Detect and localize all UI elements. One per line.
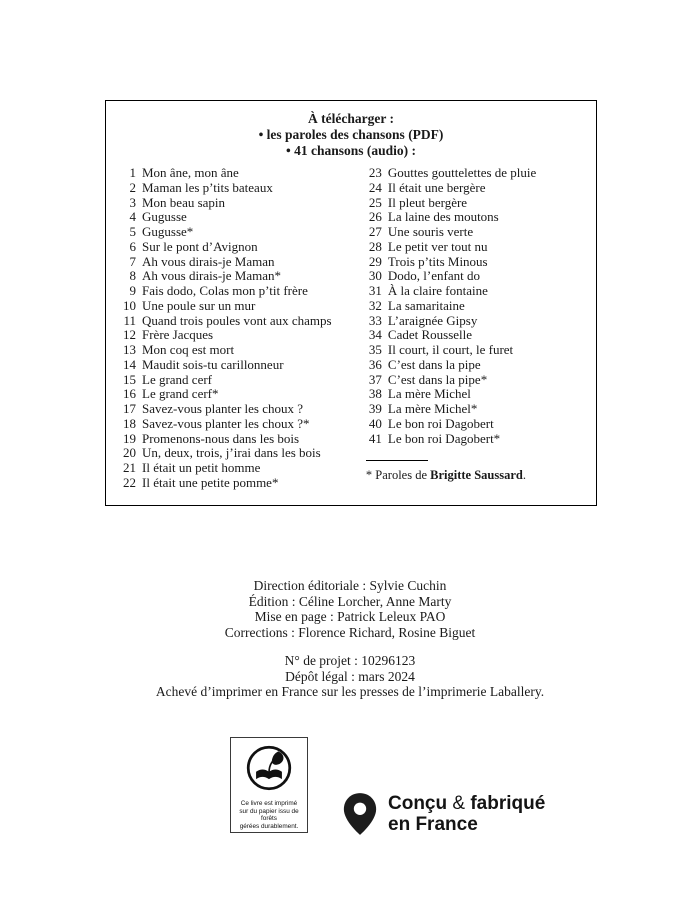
song-title: Il était un petit homme [142, 460, 261, 475]
song-columns [114, 166, 588, 491]
eco-caption-line: sur du papier issu de forêts [239, 807, 299, 823]
song-title: Le grand cerf [142, 371, 213, 387]
song-number: 18 [123, 415, 136, 431]
imprint-block [0, 653, 700, 700]
song-item [118, 255, 364, 270]
song-number: 11 [123, 312, 136, 328]
song-list-right [364, 166, 588, 446]
song-item [118, 446, 364, 461]
song-number: 27 [368, 224, 382, 239]
mif-word2: fabriqué [470, 793, 546, 814]
song-number: 22 [123, 474, 136, 490]
song-list-right-wrap [364, 166, 588, 491]
song-title: Ah vous dirais-je Maman* [142, 268, 282, 284]
download-bullet-audio: • 41 chansons (audio) : [285, 143, 416, 158]
credit-line: Édition : Céline Lorcher, Anne Marty [248, 593, 452, 609]
song-title: Mon coq est mort [142, 342, 235, 357]
song-title: Savez-vous planter les choux ?* [142, 415, 310, 431]
song-item [364, 255, 588, 270]
song-item [118, 196, 364, 211]
eco-caption-line: Ce livre est imprimé [240, 800, 298, 807]
footnote-suffix: . [522, 468, 526, 483]
song-item [364, 387, 588, 402]
song-item [364, 269, 588, 284]
song-number: 35 [368, 342, 382, 357]
footnote-divider [366, 460, 428, 461]
song-title: Gugusse* [142, 224, 194, 239]
song-title: Dodo, l’enfant do [387, 268, 480, 284]
song-number: 8 [129, 268, 136, 284]
song-number: 14 [123, 356, 136, 372]
song-item [364, 299, 588, 314]
song-title: Le bon roi Dagobert [387, 415, 494, 431]
song-item [364, 166, 588, 181]
song-item [364, 284, 588, 299]
download-bullet-lyrics: • les paroles des chansons (PDF) [258, 127, 444, 142]
song-item [364, 196, 588, 211]
eco-caption-line: gérées durablement. [239, 822, 299, 830]
song-number: 26 [368, 209, 382, 225]
song-title: Une poule sur un mur [142, 297, 256, 313]
song-number: 23 [368, 165, 382, 180]
song-number: 17 [123, 401, 136, 416]
song-title: Le bon roi Dagobert* [387, 430, 501, 446]
editorial-credits [0, 578, 700, 640]
song-title: C’est dans la pipe* [387, 371, 488, 387]
song-title: C’est dans la pipe [387, 356, 481, 372]
mif-word1: Conçu [388, 793, 448, 814]
song-item [118, 343, 364, 358]
song-item [364, 328, 588, 343]
book-leaf-icon [245, 779, 293, 796]
song-item [118, 314, 364, 329]
song-title: Il court, il court, le furet [387, 342, 514, 357]
song-item [364, 432, 588, 447]
song-title: Sur le pont d’Avignon [142, 238, 258, 254]
song-number: 16 [123, 386, 136, 402]
song-number: 28 [368, 238, 382, 254]
song-item [118, 269, 364, 284]
download-title: À télécharger : [308, 111, 394, 126]
song-number: 37 [368, 371, 382, 387]
song-number: 5 [129, 224, 136, 239]
song-number: 12 [123, 327, 136, 343]
song-title: La mère Michel [387, 386, 471, 402]
song-number: 25 [368, 194, 382, 210]
song-item [118, 358, 364, 373]
song-item [364, 417, 588, 432]
song-number: 21 [123, 460, 136, 475]
song-title: Il était une petite pomme* [142, 474, 279, 490]
song-title: Cadet Rousselle [387, 327, 473, 343]
song-number: 2 [129, 179, 136, 195]
made-in-france-logo [341, 791, 545, 837]
song-number: 36 [368, 356, 382, 372]
song-item [364, 343, 588, 358]
song-title: Il était une bergère [387, 179, 486, 195]
song-item [364, 181, 588, 196]
song-title: Le grand cerf* [142, 386, 219, 402]
song-number: 31 [368, 283, 382, 298]
song-title: Quand trois poules vont aux champs [142, 312, 332, 328]
song-title: Ah vous dirais-je Maman [142, 253, 275, 269]
song-title: Gugusse [142, 209, 187, 225]
song-number: 38 [368, 386, 382, 402]
song-number: 1 [129, 165, 136, 180]
song-item [364, 373, 588, 388]
song-title: Trois p’tits Minous [387, 253, 488, 269]
download-box-header [114, 111, 588, 159]
song-title: Mon beau sapin [142, 194, 226, 210]
song-number: 10 [123, 297, 136, 313]
song-item [118, 299, 364, 314]
song-title: La mère Michel* [387, 401, 478, 416]
song-title: À la claire fontaine [387, 283, 488, 298]
song-title: Un, deux, trois, j’irai dans les bois [142, 445, 321, 461]
footnote-author: Brigitte Saussard [430, 468, 523, 483]
song-title: Promenons-nous dans les bois [142, 430, 300, 446]
song-number: 3 [129, 194, 136, 210]
song-item [364, 358, 588, 373]
project-number: N° de projet : 10296123 [284, 653, 416, 668]
legal-deposit: Dépôt légal : mars 2024 [285, 668, 415, 684]
song-number: 41 [368, 430, 382, 446]
download-box [105, 100, 597, 506]
map-pin-icon [341, 791, 379, 837]
song-title: Mon âne, mon âne [142, 165, 239, 180]
song-title: Maman les p’tits bateaux [142, 179, 273, 195]
song-item [118, 373, 364, 388]
song-number: 4 [129, 209, 136, 225]
song-number: 6 [129, 238, 136, 254]
song-number: 20 [123, 445, 136, 461]
song-number: 19 [123, 430, 136, 446]
song-item [118, 461, 364, 476]
song-list-left [114, 166, 364, 491]
song-number: 9 [129, 283, 136, 298]
song-item [364, 314, 588, 329]
song-title: Fais dodo, Colas mon p’tit frère [142, 283, 308, 298]
song-title: Savez-vous planter les choux ? [142, 401, 304, 416]
song-item [118, 328, 364, 343]
song-item [364, 210, 588, 225]
song-title: Frère Jacques [142, 327, 214, 343]
song-item [118, 387, 364, 402]
song-item [118, 240, 364, 255]
song-number: 33 [368, 312, 382, 328]
song-item [118, 210, 364, 225]
footnote-prefix: * Paroles de [365, 468, 431, 483]
made-in-france-line1 [388, 793, 545, 814]
song-number: 13 [123, 342, 136, 357]
song-item [118, 181, 364, 196]
credit-line: Corrections : Florence Richard, Rosine Biguet [224, 624, 476, 640]
song-number: 32 [368, 297, 382, 313]
song-item [364, 225, 588, 240]
song-number: 7 [129, 253, 136, 269]
song-title: L’araignée Gipsy [387, 312, 478, 328]
song-item [118, 166, 364, 181]
song-title: Une souris verte [387, 224, 474, 239]
credit-line: Direction éditoriale : Sylvie Cuchin [253, 578, 447, 593]
song-number: 15 [123, 371, 136, 387]
song-item [118, 225, 364, 240]
song-title: La laine des moutons [387, 209, 499, 225]
mif-ampersand: & [452, 793, 466, 814]
song-item [364, 240, 588, 255]
made-in-france-text [388, 793, 545, 835]
song-item [118, 432, 364, 447]
printer-line: Achevé d’imprimer en France sur les presses de l’imprimerie Laballery. [155, 684, 545, 700]
song-item [118, 284, 364, 299]
eco-caption [231, 800, 307, 830]
song-item [118, 402, 364, 417]
song-title: Maudit sois-tu carillonneur [142, 356, 284, 372]
made-in-france-line2: en France [388, 814, 478, 835]
song-title: Gouttes gouttelettes de pluie [387, 165, 537, 180]
credit-line: Mise en page : Patrick Leleux PAO [254, 609, 446, 625]
song-number: 40 [368, 415, 382, 431]
song-item [118, 417, 364, 432]
footnote [364, 468, 588, 483]
eco-paper-label [230, 737, 308, 833]
song-title: Il pleut bergère [387, 194, 468, 210]
song-number: 29 [368, 253, 382, 269]
song-item [364, 402, 588, 417]
song-number: 30 [368, 268, 382, 284]
song-item [118, 476, 364, 491]
song-number: 39 [368, 401, 382, 416]
song-title: Le petit ver tout nu [387, 238, 488, 254]
song-number: 34 [368, 327, 382, 343]
song-title: La samaritaine [387, 297, 465, 313]
song-number: 24 [368, 179, 382, 195]
